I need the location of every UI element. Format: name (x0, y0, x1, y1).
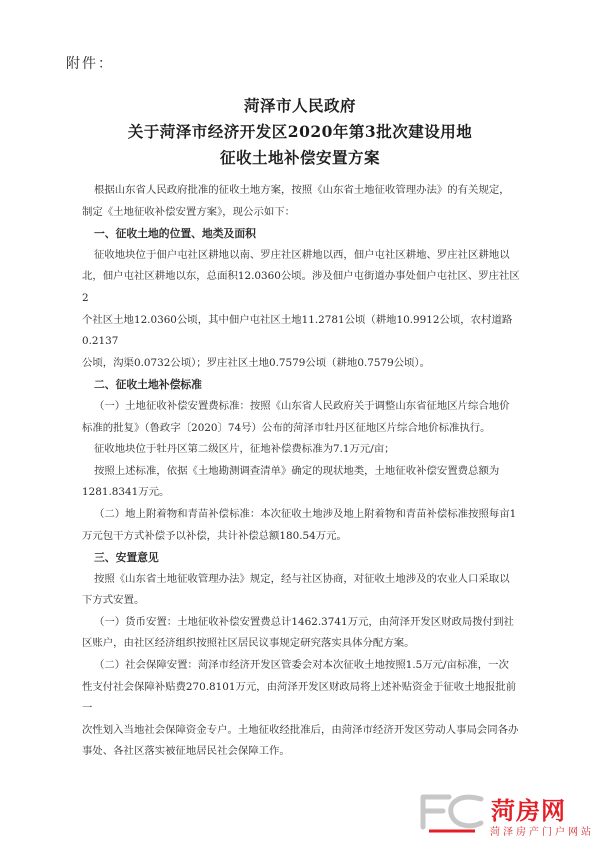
section-3-line-2: 下方式安置。 (82, 594, 145, 607)
section-2-line-6: （二）地上附着物和青苗补偿标准：本次征收土地涉及地上附着物和青苗补偿标准按照每亩1 (94, 507, 517, 520)
title-line-3: 征收土地补偿安置方案 (219, 148, 380, 167)
section-1-line-3: 个社区土地12.0360公顷，其中佃户屯社区土地11.2781公顷（耕地10.9912公顷，农村道路0.2137 (82, 313, 513, 348)
section-3-line-7: 次性划入当地社会保障资金专户。土地征收经批准后，由菏泽市经济开发区劳动人事局会同各办 (82, 723, 519, 736)
section-3-line-5: （二）社会保障安置：菏泽市经济开发区管委会对本次征收土地按照1.5万元/亩标准，一次 (94, 659, 509, 672)
section-1-line-4: 公顷，沟渠0.0732公顷）；罗庄社区土地0.7579公顷（耕地0.7579公顷）。 (82, 356, 431, 369)
section-2-line-7: 万元包干方式补偿予以补偿，共计补偿总额180.54万元。 (82, 529, 347, 542)
section-3-line-3: （一）货币安置：土地征收补偿安置费总计1462.3741万元，由菏泽开发区财政局拨付到社 (94, 615, 514, 628)
section-2-line-4: 按照上述标准，依据《土地勘测调查清单》确定的现状地类，土地征收补偿安置费总额为 (94, 464, 500, 477)
title-line-1: 菏泽市人民政府 (243, 96, 356, 115)
section-2-line-1: （一）土地征收补偿安置费标准：按照《山东省人民政府关于调整山东省征地区片综合地价 (94, 399, 510, 412)
document-body (82, 180, 522, 763)
section-2-line-5: 1281.8341万元。 (82, 486, 170, 499)
section-3-line-8: 事处、各社区落实被征地居民社会保障工作。 (82, 745, 290, 758)
section-1-heading: 一、征收土地的位置、地类及面积 (94, 227, 256, 241)
intro-line-1: 根据山东省人民政府批准的征收土地方案，按照《山东省土地征收管理办法》的有关规定， (94, 184, 510, 196)
title-line-2: 关于菏泽市经济开发区2020年第3批次建设用地 (127, 122, 473, 141)
section-1-line-1: 征收地块位于佃户屯社区耕地以南、罗庄社区耕地以西，佃户屯社区耕地、罗庄社区耕地以 (94, 248, 510, 261)
section-2-line-2: 标准的批复》（鲁政字〔2020〕74号）公布的菏泽市牡丹区征地区片综合地价标准执行。 (82, 421, 491, 434)
section-3-heading: 三、安置意见 (94, 551, 159, 565)
section-3-line-6: 性支付社会保障补贴费270.8101万元，由菏泽开发区财政局将上述补贴资金于征收土地报批前一 (82, 680, 517, 715)
attachment-label: 附件： (66, 56, 114, 72)
section-3-line-1: 按照《山东省土地征收管理办法》规定，经与社区协商，对征收土地涉及的农业人口采取以 (94, 572, 510, 585)
section-1-line-2: 北，佃户屯社区耕地以东，总面积12.0360公顷。涉及佃户屯街道办事处佃户屯社区、罗庄社区2 (82, 270, 520, 304)
site-tagline: 菏泽房产门户网站 (490, 827, 594, 838)
section-3-line-4: 区账户，由社区经济组织按照社区居民议事规定研究落实具体分配方案。 (82, 637, 415, 650)
intro-line-2: 制定《土地征收补偿安置方案》，现公示如下： (82, 205, 296, 218)
document-title (0, 93, 600, 171)
section-2-heading: 二、征收土地补偿标准 (94, 378, 202, 392)
site-watermark (419, 791, 594, 839)
section-2-line-3: 征收地块位于牡丹区第二级区片，征地补偿费标准为7.1万元/亩； (94, 443, 395, 456)
site-name: 菏房网 (491, 797, 566, 825)
